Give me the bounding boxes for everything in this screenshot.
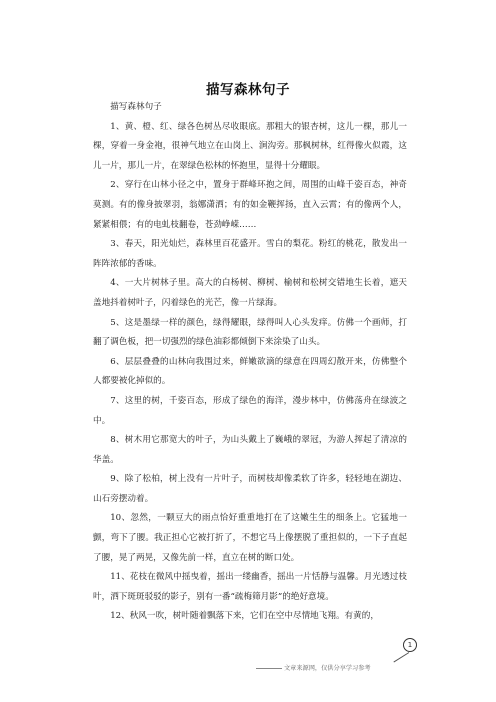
footer xyxy=(256,663,408,672)
paragraph: 7、这里的树，千姿百态，形成了绿色的海洋，漫步林中，仿佛荡舟在绿波之中。 xyxy=(93,395,407,426)
paragraph: 4、一大片树林子里。高大的白杨树、柳树、榆树和松树交错地生长着，遮天盖地抖着树叶子，闪着绿色的光芒，像一片绿海。 xyxy=(93,278,407,308)
footer-dash xyxy=(256,668,282,669)
paragraph: 12、秋风一吹，树叶随着飘落下来，它们在空中尽情地飞翔。有黄的， xyxy=(110,611,379,622)
paragraph: 1、黄、橙、红、绿各色树丛尽收眼底。那粗大的银杏树，这儿一棵，那儿一棵，穿着一身金袍，很神气地立在山岗上、涧沟旁。那枫树林，红得像火似霞，这儿一片，那儿一片，在翠绿色松林的怀抱里，显得十分耀眼。 xyxy=(93,121,407,171)
document-title: 描写森林句子 xyxy=(206,82,290,98)
page-number-badge: 1 xyxy=(403,638,417,652)
paragraph: 10、忽然，一颗豆大的雨点恰好重重地打在了这嫩生生的细条上。它猛地一颤，弯下了腰。我正担心它被打折了，不想它马上像摆脱了重担似的，一下子直起了腰，晃了两晃，又像先前一样，直立在树的断口处。 xyxy=(93,513,407,563)
paragraph: 9、除了松柏，树上没有一片叶子，而树枝却像柔软了许多，轻轻地在湖边、山石旁摆动着。 xyxy=(93,474,407,504)
paragraph: 8、树木用它那宽大的叶子，为山头戴上了巍峨的翠冠，为游人挥起了清凉的华盖。 xyxy=(93,435,407,465)
footer-text: 文章来源网，仅供分享学习参考 xyxy=(284,665,371,672)
document-body xyxy=(93,98,407,627)
paragraph: 6、层层叠叠的山林向我围过来，鲜嫩欲滴的绿意在四周幻散开来，仿佛整个人都要被化掉似的。 xyxy=(93,356,407,387)
paragraph: 2、穿行在山林小径之中，置身于群峰环抱之间，周围的山峰千姿百态，神奇莫测。有的像身披翠羽，翁娜潇洒；有的如金鞭挥扬，直入云霄；有的像两个人，紧紧相偎；有的电虬枝翻卷，苍劲峥嵘…… xyxy=(93,180,407,230)
paragraph: 11、花枝在微风中摇曳着，摇出一缕幽香，摇出一片恬静与温馨。月光透过枝叶，洒下斑斑驳驳的影子，别有一番“疏梅筛月影”的绝好意境。 xyxy=(93,572,407,602)
paragraph: 3、春天，阳光灿烂，森林里百花盛开。雪白的梨花。粉红的桃花，散发出一阵阵浓郁的香味。 xyxy=(93,239,407,269)
paragraph: 描写森林句子 xyxy=(110,102,162,112)
page-number-divider xyxy=(393,652,409,662)
paragraph: 5、这是墨绿一样的颜色，绿得耀眼，绿得叫人心头发痒。仿佛一个画师，打翻了调色板，把一切强烈的绿色油彩都倾倒下来涂染了山头。 xyxy=(93,317,407,348)
